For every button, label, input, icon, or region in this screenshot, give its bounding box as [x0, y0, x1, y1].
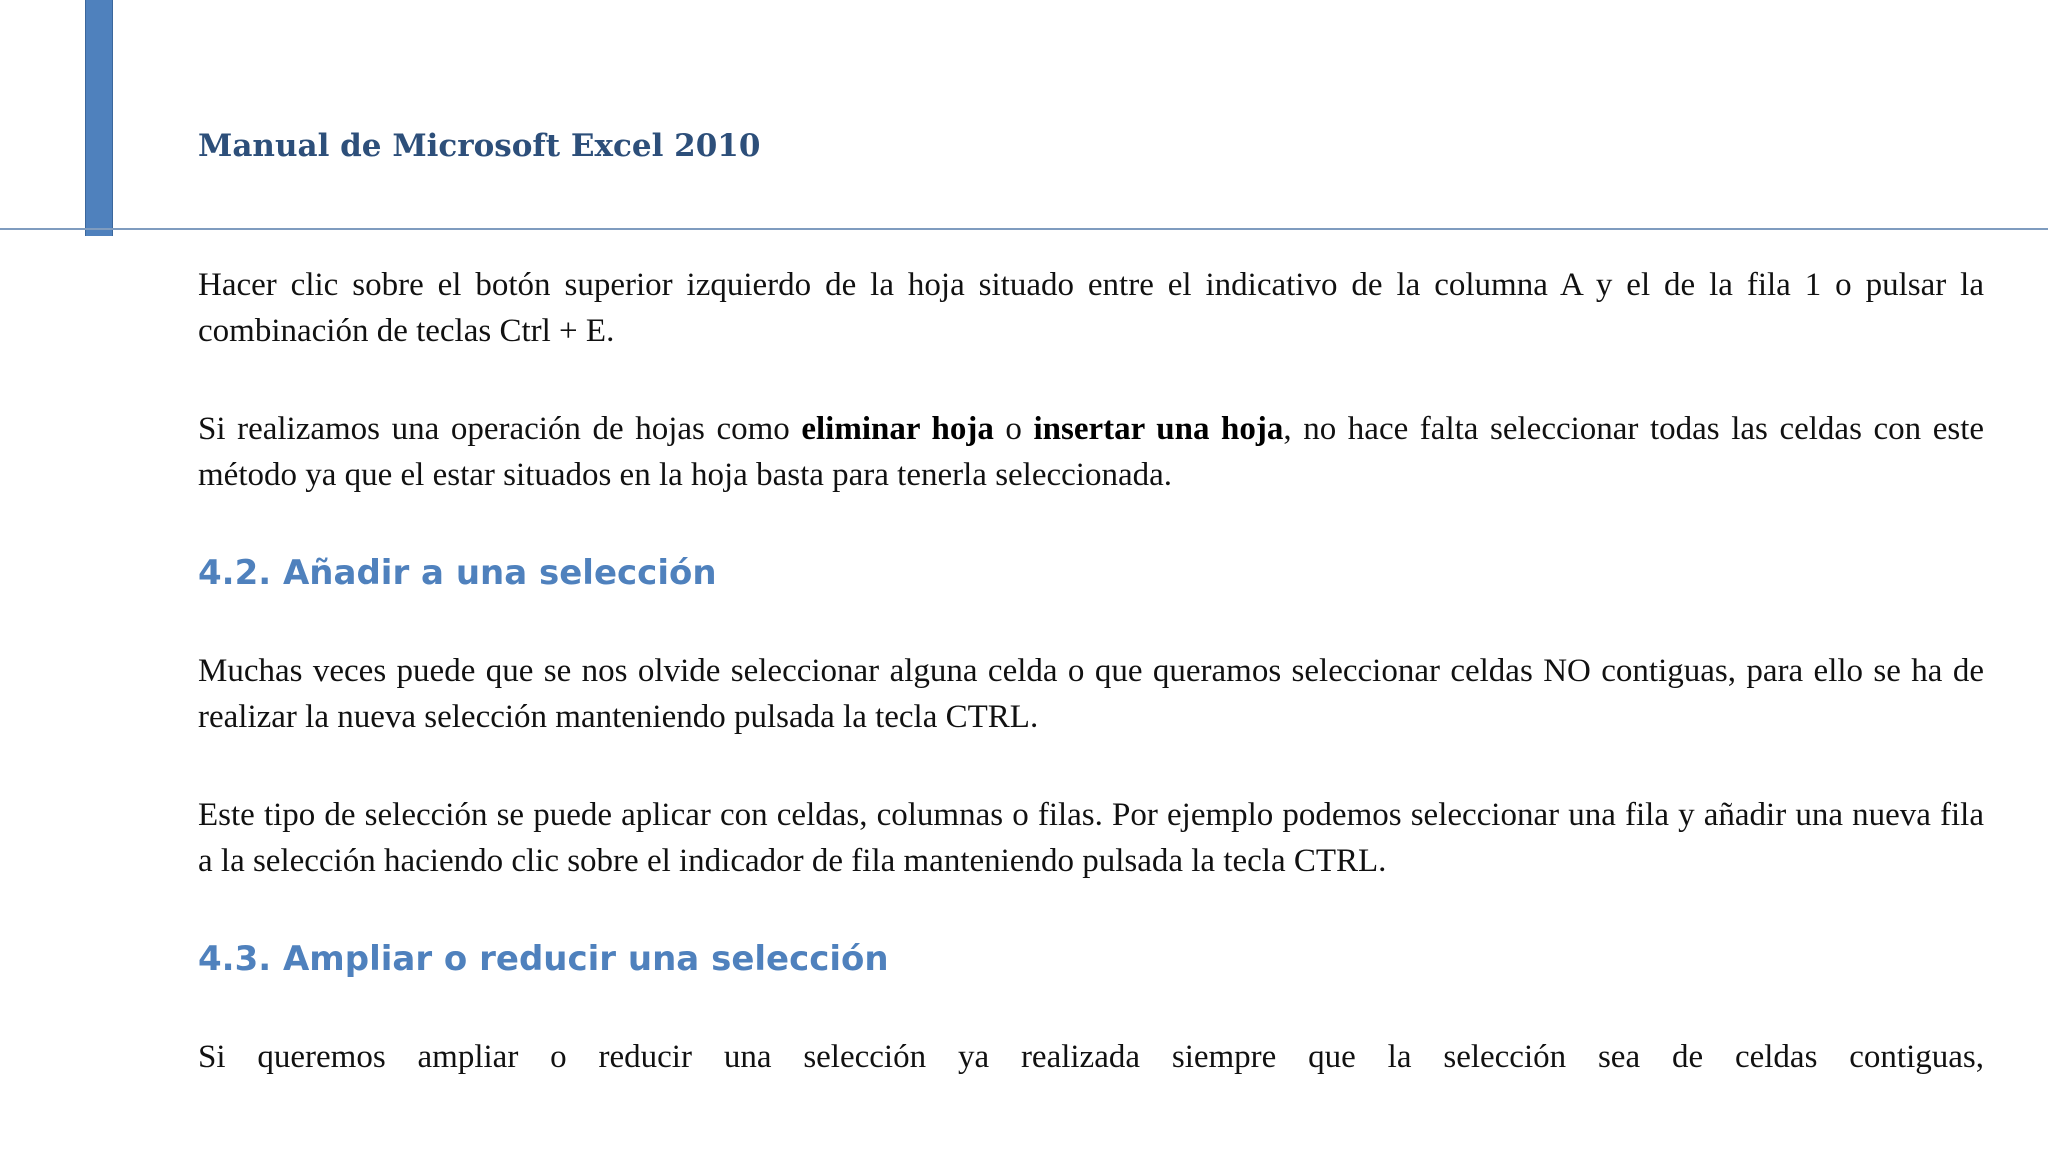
header-divider — [0, 228, 2048, 230]
header-accent-bar — [85, 0, 113, 236]
paragraph-selection-types: Este tipo de selección se puede aplicar con celdas, columnas o filas. Por ejemplo podemos seleccionar una fila y añadir una nueva fila a la selección haciendo clic sobre el indicador de fila manteniendo pulsada la tecla CTRL. — [198, 797, 1984, 879]
paragraph-sheet-operations — [198, 406, 1984, 498]
keyword-insertar-hoja: insertar una hoja — [1033, 411, 1284, 447]
paragraph-expand-selection: Si queremos ampliar o reducir una selección ya realizada siempre que la selección sea de celdas contiguas, — [198, 1039, 1984, 1075]
paragraph-text: Si realizamos una operación de hojas como — [198, 411, 802, 447]
keyword-eliminar-hoja: eliminar hoja — [801, 411, 994, 447]
paragraph-select-all: Hacer clic sobre el botón superior izquierdo de la hoja situado entre el indicativo de la columna A y el de la fila 1 o pulsar la combinación de teclas Ctrl + E. — [198, 267, 1984, 349]
section-heading-4-2: 4.2. Añadir a una selección — [198, 553, 717, 593]
header-title: Manual de Microsoft Excel 2010 — [198, 128, 761, 164]
paragraph-add-selection: Muchas veces puede que se nos olvide seleccionar alguna celda o que queramos seleccionar celdas NO contiguas, para ello se ha de realizar la nueva selección manteniendo pulsada la tecla CTRL. — [198, 653, 1984, 735]
page-body — [198, 262, 1984, 1080]
section-heading-4-3: 4.3. Ampliar o reducir una selección — [198, 939, 889, 979]
paragraph-text: , no hace falta seleccionar todas las celdas con este método ya que el estar situados en la hoja basta para tenerla seleccionada. — [198, 411, 1985, 493]
paragraph-text: o — [993, 411, 1034, 447]
